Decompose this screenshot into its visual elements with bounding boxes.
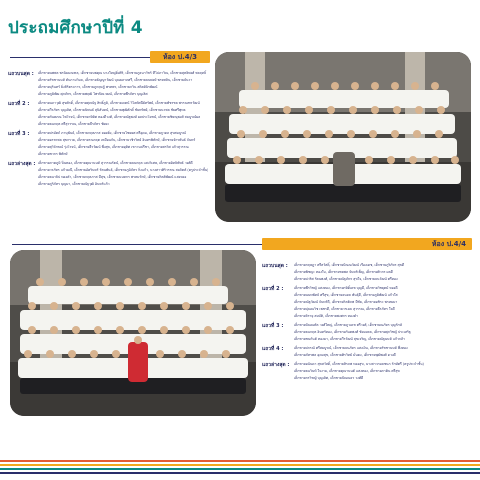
- student-names-line: เด็กชายปรมัตถ์ ภานุพันธ์, เด็กชายกฤตภาส ยอดยิ่ง, เด็กชายไชยยศ ศรีอุดม, เด็กชายภูวดล สุขสมบูรณ์: [38, 131, 186, 135]
- stripe: [0, 468, 480, 470]
- student-names-line: เด็กชายชวกร พิทักษ์: [38, 152, 68, 156]
- section-44-tag: ห้อง ป.4/4: [262, 238, 472, 250]
- student-names-line: เด็กชายกรวิชญ์ บุญเลิศ, เด็กชายปัณณธร วงศ์ดี: [294, 376, 364, 380]
- student-names-line: เด็กชายภัทรพล อุดมสุข, เด็กชายศิรวิทย์ มั่นคง, เด็กชายพุฒิพงศ์ ดวงดี: [294, 353, 396, 357]
- row-label: แถวบนสุด :: [8, 71, 34, 77]
- row-label: แถวล่างสุด :: [8, 161, 36, 167]
- student-names-line: เด็กชายรัชชานนท์ ตันกามวิมล, เด็กชายธัญญาวัฒน์ บุณยลาภศรี, เด็กชายธนพงษ์ พรทสลิน, เด็กชายธันวา: [38, 78, 193, 82]
- section-44-divider: [12, 244, 262, 245]
- student-names-line: เด็กชายจิรายุ สมบัติ, เด็กชายพงศกร ทองคำ: [294, 314, 358, 318]
- stripe: [0, 464, 480, 466]
- student-names-line: เด็กชายปัณณทัต วงศ์ใหญ่, เด็กชายภูวเดช ศรีวงศ์, เด็กชายณภัทร บุญรักษ์: [294, 323, 402, 327]
- student-names-line: เด็กชายปุณณวิช เพชรดี, เด็กชายวรเมธ สุวรรณ, เด็กชายธีรภัทร ใจดี: [294, 307, 395, 311]
- row-names: [294, 285, 470, 320]
- student-names-line: เด็กชายพีรวิชญ์ แสงทอง, เด็กชายกษิดิ์เดช บุญมี, เด็กชายวิชยุตม์ ทองดี: [294, 286, 398, 290]
- section-43-tag: ห้อง ป.4/3: [150, 51, 210, 63]
- row-label: แถวที่ 3 :: [8, 131, 30, 137]
- row-names: [294, 361, 470, 382]
- bottom-stripes: [0, 460, 480, 480]
- student-names-line: เด็กชายภูริภัทร บุญมา, เด็กชายณัฐวุฒิ อินทร์แก้ว: [38, 182, 110, 186]
- stripe: [0, 472, 480, 474]
- student-names-line: เด็กชายธนวินท์ ใจงาม, เด็กชายคุณานนต์ แสงทอง, เด็กชายภาคิน ศรีสุข: [294, 369, 400, 373]
- student-names-line: เด็กชายบุรินทร์ ยิ่งสิริตระการ, เด็กชายภูกฤษฎ์ พรทพร, เด็กชายกวิน สถิตย์นิรพัฒน์: [38, 85, 158, 89]
- row-label: แถวล่างสุด :: [262, 362, 290, 368]
- student-names-line: เด็กชายสุวิจักขณ์ รุ่งโรจน์, เด็กชายธีรวัฒน์ พึ่งสุข, เด็กชายอุทิศ เชาวนปรีชา, เด็กชายสรวิศ แก้วสุวรรณ: [38, 145, 189, 149]
- class-photo-image: [10, 250, 256, 416]
- student-names-line: เด็กชายธนกฤต ศรีสุวรรณ, เด็กชายธีรภัทร ชัยยะ: [38, 122, 110, 126]
- student-names-line: เด็กชายพิชญะ ทองใบ, เด็กชายชยพล จันทร์เพ็ญ, เด็กชายศิวกร ผลดี: [294, 270, 393, 274]
- student-names-line: เด็กชายธนกฤต อินทร์ทอง, เด็กชายกันตพงศ์ ชัยมงคล, เด็กชายศุภวิชญ์ ประเสริฐ: [294, 330, 411, 334]
- row-label: แถวที่ 2 :: [8, 101, 30, 107]
- student-names-line: เด็กชายปวริศ รัตนพงศ์, เด็กชายณัฐภัทร สุขใจ, เด็กชายธนวัฒน์ ศรีทอง: [294, 277, 398, 281]
- row-names: [38, 160, 208, 188]
- row-label: แถวบนสุด :: [262, 263, 288, 269]
- student-names-line: เด็กชายวรภัทร แก้วมณี, เด็กชายอัครินทร์ รัตนพันธ์, เด็กชายภูมิภัทร กิ่งแก้ว, นางสาวศิริวรรณ สมจิตต์ (ครูประจำชั้น): [38, 168, 208, 172]
- row-names: [38, 100, 208, 128]
- student-names-line: เด็กชายอนันดา สุขสวัสดิ์, เด็กชายสิรภพ ทองสุข, นางสาวกมลชนก รักษ์ศรี (ครูประจำชั้น): [294, 362, 424, 366]
- row-label: แถวที่ 4 :: [262, 346, 284, 352]
- student-names-line: เด็กชายชนกันต์ ทองมา, เด็กชายวีรวัฒน์ สุขเจริญ, เด็กชายณัฐนนท์ แก้วกล้า: [294, 337, 405, 341]
- student-names-line: เด็กชายวีรภัทร บุญเลิศ, เด็กชายนิพนธ์ สุนิสันทน์, เด็กชายพุฒิศักดิ์ ชัยทรัพย์, เด็กชายนวพล ชัยศรีพุทธ: [38, 108, 186, 112]
- page-title: ประถมศึกษาปีที่ 4: [8, 18, 143, 38]
- stripe: [0, 460, 480, 462]
- class-43-photo: [215, 52, 471, 222]
- student-names-line: เด็กชายนภาวุฒิ สุขศักดิ์, เด็กชายศุภณัฐ สิทธิ์ภูมิ, เด็กชายเจตน์ วิไลทัศนีย์ทรัพย์, เด็กชายพัชรชล พรรณฑรวัฒน์: [38, 101, 200, 105]
- student-names-line: เด็กชายภูมิพัฒ ศุภภัทร, เด็กชายพฤฒิ ไพรปิดเวฒน์, เด็กชายพีรภัทร บุญเลิศ: [38, 92, 148, 96]
- row-names: [38, 70, 208, 98]
- student-names-line: เด็กชายปกรณ์ ศรีสมบูรณ์, เด็กชายธนภัทร แสงเงิน, เด็กชายรัชชานนท์ พึ่งทอง: [294, 346, 408, 350]
- student-names-line: เด็กชายนนทพัทธ์ ศรีสุข, เด็กชายธนดล พันธุ์ดี, เด็กชายภูมิพัฒน์ แก้วใส: [294, 293, 398, 297]
- student-names-line: เด็กชายอรรถพล สุขกรวย, เด็กชายรณกฤต เหมือนกัน, เด็กชายวชิรวิทย์ อินทรพิทักษ์, เด็กชายจักรพันธ์ จันทร์: [38, 138, 196, 142]
- section-43-divider: [10, 57, 150, 58]
- student-names-line: เด็กชายกฤษฎา ศรีสวัสดิ์, เด็กชายปัณณวัฒน์ เรืองเดช, เด็กชายภูริภัทร สุขดี: [294, 263, 405, 267]
- row-names: [294, 322, 470, 343]
- row-label: แถวที่ 3 :: [262, 323, 284, 329]
- student-names-line: เด็กชายกันตภณ ไพโรจน์, เด็กชายกษิดิศ ทองดีวงศ์, เด็กชายณัฐพงษ์ ผลประโยชน์, เด็กชายชิษณุพงศ์ สมบูรณ์ผล: [38, 115, 201, 119]
- student-names-line: เด็กชายณัฐวัฒน์ จันทร์ดี, เด็กชายกิตติภพ มีชัย, เด็กชายอชิระ พรหมมา: [294, 300, 398, 304]
- row-names: [294, 262, 470, 283]
- student-names-line: เด็กชายธนาธิป ทองคำ, เด็กชายกฤตภาส มีสุข, เด็กชายนนทกร พรหมรักษ์, เด็กชายกิตติพัฒน์ แสงทอง: [38, 175, 187, 179]
- row-label: แถวที่ 2 :: [262, 286, 284, 292]
- student-names-line: เด็กชายภาคภูมิ ปิ่นทอง, เด็กชายคุณานนท์ สุวรรณรัตน์, เด็กชายธนกฤต แสงวิเศษ, เด็กชายอิทธิพัทธ์ วงศ์ดี: [38, 161, 193, 165]
- row-names: [38, 130, 208, 158]
- student-names-line: เด็กชายนพพล พรนิมมณฑล, เด็กชายนพคุณ บางใหญ่ยิ่งศิริ, เด็กชายภูธนาวัชร์ ทีโปภาวิณ, เด็กชายสุทธิพงศ์ พลฤทธิ์: [38, 71, 207, 75]
- class-44-photo: [10, 250, 256, 416]
- class-photo-image: [215, 52, 471, 222]
- row-names: [294, 345, 470, 359]
